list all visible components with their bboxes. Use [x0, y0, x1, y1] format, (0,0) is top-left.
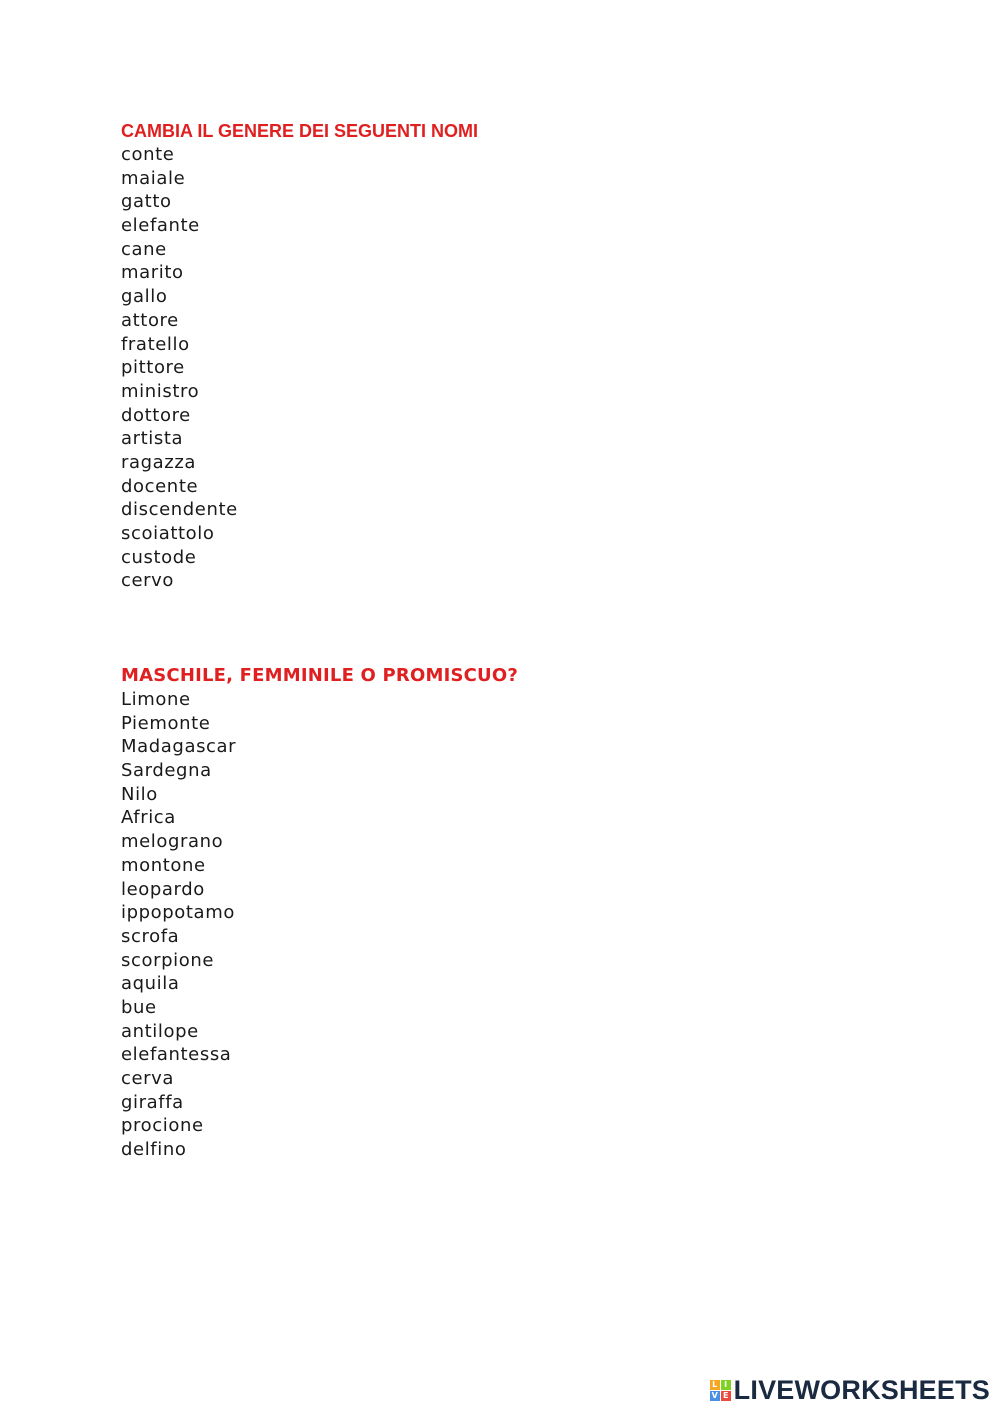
list-item: Sardegna: [121, 760, 212, 782]
list-item: marito: [121, 262, 184, 284]
list-item: bue: [121, 996, 157, 1018]
list-item: giraffa: [121, 1091, 184, 1113]
list-item: ippopotamo: [121, 902, 235, 924]
list-item: aquila: [121, 973, 180, 995]
list-item: Piemonte: [121, 712, 211, 734]
logo-mark-tile: V: [711, 1390, 718, 1400]
section-title: CAMBIA IL GENERE DEI SEGUENTI NOMI: [121, 121, 479, 141]
list-item: discendente: [121, 499, 238, 521]
section-gender-classification: [121, 664, 518, 1162]
logo-text: LIVEWORKSHEETS: [733, 1375, 990, 1405]
list-item: custode: [121, 546, 197, 568]
list-item: ministro: [121, 380, 200, 402]
list-item: scoiattolo: [121, 523, 215, 544]
list-item: docente: [121, 475, 199, 497]
list-item: pittore: [121, 357, 185, 379]
list-item: scrofa: [121, 925, 180, 947]
list-item: elefantessa: [121, 1044, 232, 1066]
list-item: conte: [121, 144, 175, 165]
list-item: gatto: [121, 191, 172, 213]
word-list: [121, 688, 518, 1162]
list-item: montone: [121, 854, 206, 876]
list-item: artista: [121, 428, 184, 450]
logo-mark-icon: [710, 1380, 731, 1401]
logo-mark-tile: I: [721, 1380, 731, 1390]
list-item: cerva: [121, 1068, 175, 1089]
list-item: Africa: [121, 807, 176, 829]
list-item: delfino: [121, 1139, 187, 1161]
logo-mark-tile: L: [710, 1380, 720, 1390]
list-item: procione: [121, 1115, 204, 1137]
list-item: gallo: [121, 286, 168, 308]
section-change-gender: [121, 119, 478, 593]
list-item: elefante: [121, 215, 200, 237]
list-item: antilope: [121, 1020, 199, 1042]
list-item: fratello: [121, 333, 190, 355]
list-item: cervo: [121, 570, 175, 592]
list-item: Madagascar: [121, 736, 237, 758]
section-title: MASCHILE, FEMMINILE O PROMISCUO?: [121, 665, 519, 686]
list-item: ragazza: [121, 451, 197, 473]
list-item: cane: [121, 238, 167, 260]
list-item: melograno: [121, 831, 224, 853]
list-item: leopardo: [121, 878, 205, 900]
list-item: attore: [121, 309, 179, 331]
list-item: maiale: [121, 167, 186, 189]
list-item: dottore: [121, 404, 191, 426]
liveworksheets-logo: [710, 1375, 990, 1405]
logo-mark-tile: E: [721, 1391, 731, 1401]
list-item: Limone: [121, 689, 191, 710]
list-item: scorpione: [121, 949, 215, 971]
list-item: Nilo: [121, 783, 158, 805]
word-list: [121, 143, 478, 593]
